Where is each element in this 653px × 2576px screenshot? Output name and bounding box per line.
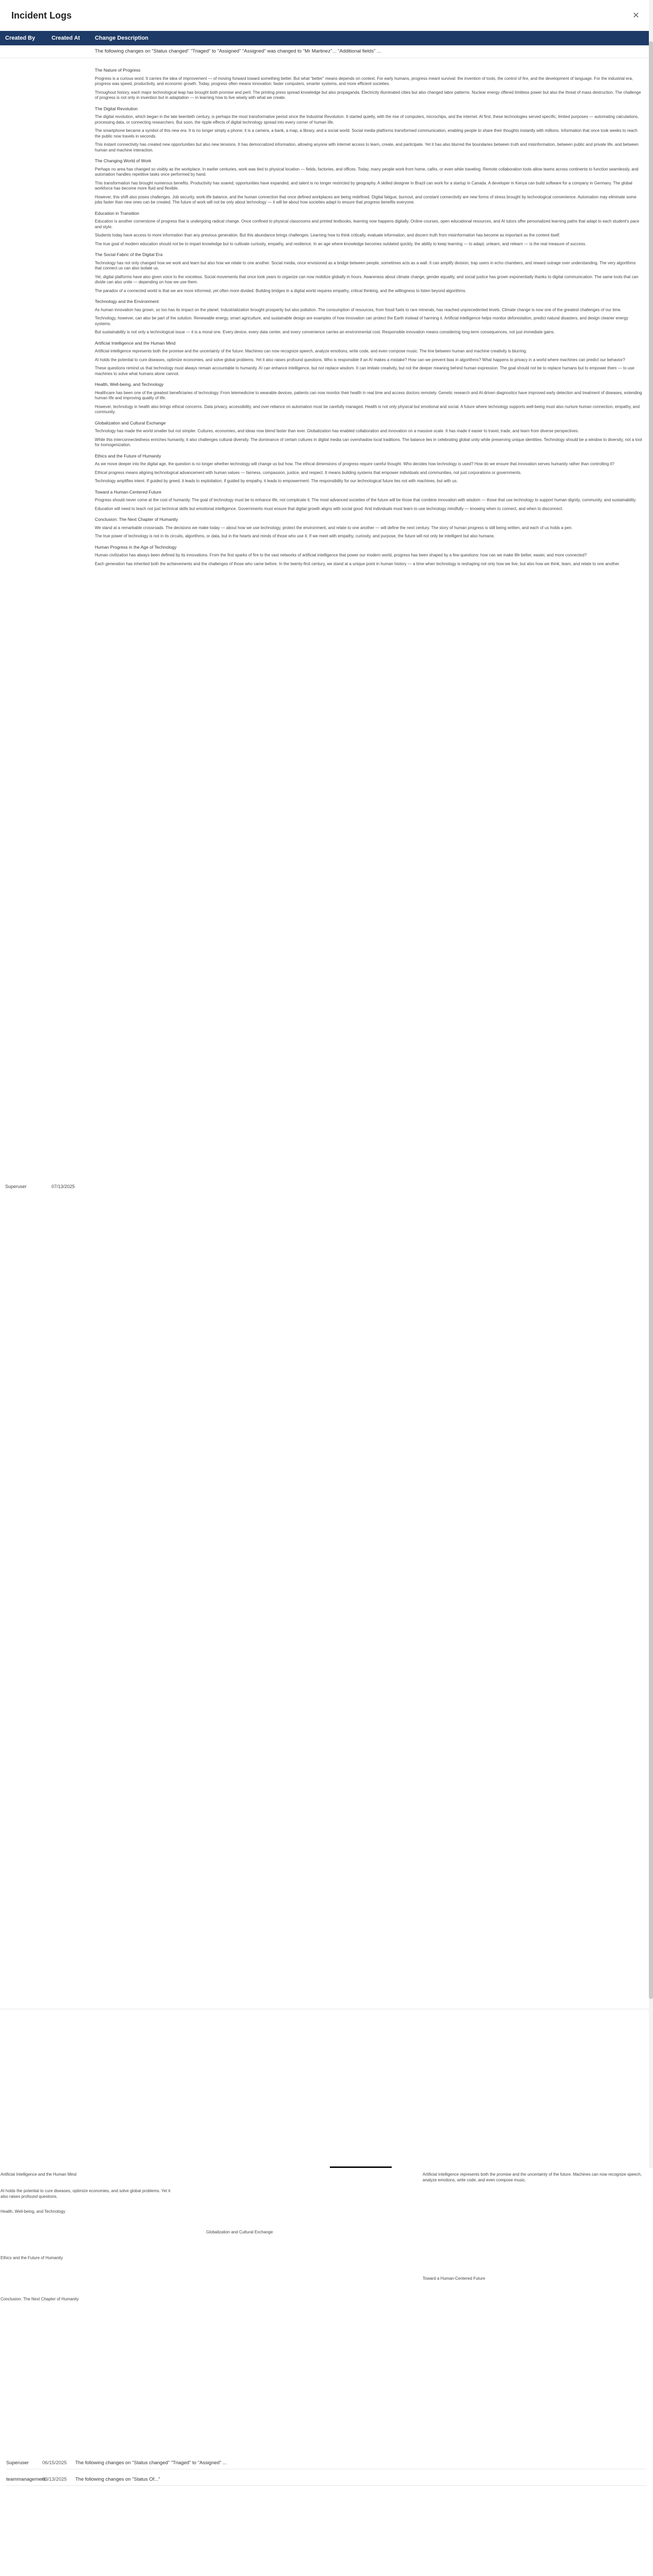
cell-created-at — [46, 58, 90, 2009]
section-heading: Technology and the Environment — [95, 299, 159, 304]
created-at-text: 07/13/2025 — [52, 1184, 75, 1189]
cell-created-by — [0, 45, 46, 58]
paragraph: Yet, digital platforms have also given voice to the voiceless. Social movements that once took years to organize can now mobilize globally in hours. Awareness about climate change, gender equality, and social justice has grown exponentially thanks to digital communication. The same tools that can divide can also unite — depending on how we use them. — [95, 274, 639, 284]
cell-change-description-long — [90, 58, 653, 2009]
cell-created-at: 03/13/2025 — [42, 2476, 67, 2482]
paragraph: Each generation has inherited both the achievements and the challenges of those who came before. In the twenty-first century, we stand at a unique point in human history — a time when technology is reshaping not only how we live, but also how we think, learn, and relate to one another. — [95, 561, 621, 566]
paragraph: As we move deeper into the digital age, the question is no longer whether technology will change us but how. The ethical dimensions of progress require careful thought. Who decides how technology is used? How do we ensure that innovation serves humanity rather than controlling it? — [95, 462, 615, 466]
cell-change-description: The following changes on "Status changed" "Triaged" to "Assigned" ... — [75, 2460, 227, 2466]
paragraph: Healthcare has been one of the greatest beneficiaries of technology. From telemedicine to wearable devices, patients can now monitor their health in real time and access doctors remotely. Genetic research and AI-driven diagnostics have improved early detection and treatment of diseases, extending human life and improving quality of life. — [95, 390, 642, 400]
section-heading: Conclusion: The Next Chapter of Humanity — [95, 517, 178, 522]
overflow-text-left: Artificial Intelligence and the Human Mind — [1, 2172, 171, 2178]
modal-scrollbar[interactable] — [649, 0, 653, 2168]
section-heading: The Social Fabric of the Digital Era — [95, 252, 163, 257]
paragraph: As human innovation has grown, so too has its impact on the planet. Industrialization brought prosperity but also pollution. The consumption of resources, from fossil fuels to rare minerals, has reached unprecedented levels. Climate change is now one of the greatest challenges of our time. — [95, 307, 622, 312]
overflow-text-mid: Globalization and Cultural Exchange — [206, 2230, 371, 2235]
paragraph: Throughout history, each major technological leap has brought both promise and peril. The printing press spread knowledge but also propaganda. Electricity illuminated cities but also changed labor patterns. Nuclear energy offered limitless power but also the threat of mass destruction. The challenge of progress is not only in invention but in adaptation — in learning how to live wisely with what we create. — [95, 90, 641, 100]
paragraph: While this interconnectedness enriches humanity, it also challenges cultural diversity. The dominance of certain cultures in digital media can overshadow local traditions. The balance lies in celebrating global unity while preserving unique identities. Technology should be a window to diversity, not a tool for homogenization. — [95, 437, 642, 447]
overflow-text-right: Toward a Human-Centered Future — [423, 2276, 644, 2282]
modal-scrollbar-thumb[interactable] — [649, 41, 653, 1999]
paragraph: Human civilization has always been defined by its innovations. From the first sparks of fire to the vast networks of artificial intelligence that power our modern world, progress has been shaped by a few questions: how can we make life better, easier, and more connected? — [95, 553, 587, 557]
paragraph: The paradox of a connected world is that we are more informed, yet often more divided. Building bridges in a digital world requires empathy, critical thinking, and the willingness to listen beyond algorithms. — [95, 288, 466, 293]
section-heading: Health, Well-being, and Technology — [95, 382, 164, 387]
paragraph: The smartphone became a symbol of this new era. It is no longer simply a phone; it is a camera, a bank, a map, a library, and a social world. Social media platforms transformed communication, enabling people to share their thoughts instantly with millions. Information that once took weeks to reach the public now travels in seconds. — [95, 128, 638, 139]
paragraph: Education will need to teach not just technical skills but emotional intelligence. Governments must ensure that digital growth aligns with social good. And individuals must learn to use technology mindfully — knowing when to connect, and when to disconnect. — [95, 506, 563, 511]
background-table — [0, 2168, 653, 2576]
cell-change-description: The following changes on "Status changed" "Triaged" to "Assigned" "Assigned" was changed to "Mr Martinez"... "Additional fields" ... — [95, 48, 381, 54]
paragraph: The digital revolution, which began in the late twentieth century, is perhaps the most transformative period since the Industrial Revolution. It started quietly, with the rise of computers, microchips, and the internet. At first, these technologies served specific, limited purposes — automating calculations, processing data, or connecting researchers. But soon, the ripple effects of digital technology spread into every corner of human life. — [95, 114, 639, 125]
paragraph: However, this shift also poses challenges. Job security, work-life balance, and the human connection that once defined workplaces are being redefined. Digital fatigue, burnout, and constant connectivity are new forms of stress brought by technological convenience. Automation may eliminate some jobs faster than new ones can be created. The future of work will not be only about technology — it will be about how societies adapt to ensure that progress benefits everyone. — [95, 194, 637, 205]
paragraph: Progress is a curious word. It carries the idea of improvement — of moving forward toward something better. But what “better” means depends on context. For early humans, progress meant survival: the invention of tools, the control of fire, and the development of language. For the industrial era, progress was speed, productivity, and economic growth. Today, progress often means innovation: faster computers, smarter systems, and more efficient societies. — [95, 76, 633, 86]
long-description — [95, 62, 643, 2005]
paragraph: But sustainability is not only a technological issue — it is a moral one. Every device, every data center, and every convenience carries an environmental cost. Responsible innovation means considering long-term consequences, not just immediate gains. — [95, 330, 555, 334]
cell-change-description: The following changes on "Status Of..." — [75, 2476, 160, 2482]
paragraph: Technology amplifies intent. If guided by greed, it leads to exploitation; if guided by empathy, it leads to empowerment. The responsibility for our technological future lies not with machines, but with us. — [95, 479, 458, 483]
cell-created-at: 06/15/2025 — [42, 2460, 67, 2466]
paragraph: Technology, however, can also be part of the solution. Renewable energy, smart agriculture, and sustainable design are examples of how innovation can protect the Earth instead of harming it. Artificial intelligence helps monitor deforestation, predict natural disasters, and design cleaner energy systems. — [95, 316, 628, 326]
paragraph: AI holds the potential to cure diseases, optimize economies, and solve global problems. Yet it also raises profound questions. Who is responsible if an AI makes a mistake? How can we prevent bias in algorithms? What happens to privacy in a world where machines can predict our behavior? — [95, 357, 625, 362]
header-created-by[interactable]: Created By — [5, 35, 36, 41]
overflow-text-left: Conclusion: The Next Chapter of Humanity — [1, 2297, 171, 2302]
header-created-at[interactable]: Created At — [52, 35, 80, 41]
overflow-text-left: Ethics and the Future of Humanity — [1, 2256, 171, 2261]
paragraph: This instant connectivity has created new opportunities but also new tensions. It has democratized information, allowing anyone with internet access to learn, create, and participate. Yet it has also blurred the boundaries between truth and misinformation, between public and private life, and between human and machine interaction. — [95, 142, 639, 152]
overflow-text-left: Health, Well-being, and Technology — [1, 2209, 171, 2215]
section-heading: Globalization and Cultural Exchange — [95, 420, 166, 426]
paragraph: Technology has not only changed how we work and learn but also how we relate to one another. Social media, once envisioned as a bridge between people, sometimes acts as a wall. It can amplify division, trap users in echo chambers, and reward outrage over understanding. The very algorithms that connect us can also isolate us. — [95, 260, 636, 270]
cell-created-at — [46, 45, 90, 58]
table-row[interactable] — [6, 2456, 647, 2469]
paragraph: We stand at a remarkable crossroads. The decisions we make today — about how we use technology, protect the environment, and relate to one another — will define the next century. The story of human progress is still being written, and each of us holds a pen. — [95, 525, 573, 530]
close-icon[interactable]: ✕ — [632, 11, 640, 20]
cell-created-by — [0, 58, 46, 2009]
paragraph: Education is another cornerstone of progress that is undergoing radical change. Once confined to physical classrooms and printed textbooks, learning now happens digitally. Online courses, open educational resources, and AI tutors offer personalized learning paths that adapt to each student’s pace and style. — [95, 219, 640, 229]
paragraph: Progress should never come at the cost of humanity. The goal of technology must be to enhance life, not complicate it. The most advanced societies of the future will be those that combine innovation with wisdom — those that use technology to support human dignity, community, and sustainability. — [95, 498, 637, 502]
header-change-description[interactable]: Change Description — [95, 35, 148, 41]
section-heading: Education in Transition — [95, 210, 139, 216]
section-heading: Human Progress in the Age of Technology — [95, 544, 177, 550]
cell-created-by: teammanagement — [6, 2476, 46, 2482]
section-heading: The Digital Revolution — [95, 106, 138, 111]
overflow-text-left: AI holds the potential to cure diseases, optimize economies, and solve global problems. Yet it also raises profound questions. — [1, 2189, 171, 2199]
modal-title: Incident Logs — [11, 10, 72, 21]
table-row[interactable] — [6, 2473, 647, 2486]
cell-created-by: Superuser — [6, 2460, 29, 2466]
paragraph: The true goal of modern education should not be to impart knowledge but to cultivate curiosity, empathy, and resilience. In an age where knowledge becomes outdated quickly, the ability to keep learning — to adapt, unlearn, and relearn — is the real measure of success. — [95, 241, 587, 246]
paragraph: However, technology in health also brings ethical concerns. Data privacy, accessibility, and over-reliance on automation must be carefully managed. Health is not only physical but emotional and social. A future where technology supports well-being must also nurture human connection, empathy, and community. — [95, 404, 640, 414]
table-header — [0, 31, 653, 45]
table-row[interactable] — [0, 45, 653, 58]
modal-header — [0, 0, 653, 31]
section-heading: The Nature of Progress — [95, 67, 141, 73]
paragraph: This transformation has brought numerous benefits. Productivity has soared; opportunities have expanded, and talent is no longer restricted by geography. A skilled designer in Brazil can work for a startup in Canada. A developer in Kenya can build software for a company in Germany. The global workforce has become more fluid and flexible. — [95, 180, 632, 191]
overflow-text-right: Artificial intelligence represents both the promise and the uncertainty of the future. Machines can now recognize speech, analyze emotions, write code, and even compose music. — [423, 2172, 644, 2183]
paragraph: Students today have access to more information than any previous generation. But this abundance brings challenges: Learning how to think critically, evaluate information, and discern truth from misinformation has become as important as the content itself. — [95, 233, 561, 238]
paragraph: Perhaps no area has changed so visibly as the workplace. In earlier centuries, work was tied to physical location — fields, factories, and offices. Today, many people work from home, cafés, or even while traveling. Remote collaboration tools allow teams across continents to function seamlessly, and automation handles repetitive tasks once performed by hand. — [95, 166, 639, 177]
table-body — [0, 45, 653, 2009]
section-heading: Toward a Human-Centered Future — [95, 489, 161, 495]
paragraph: Ethical progress means aligning technological advancement with human values — fairness, compassion, justice, and respect. It means building systems that empower individuals and communities, not just corporations or governments. — [95, 470, 522, 475]
created-by-text: Superuser — [5, 1184, 27, 1189]
table-row-expanded[interactable] — [0, 58, 653, 2009]
paragraph: Artificial intelligence represents both the promise and the uncertainty of the future. Machines can now recognize speech, analyze emotions, write code, and even compose music. The line between human and machine creativity is blurring. — [95, 349, 527, 353]
section-heading: The Changing World of Work — [95, 158, 152, 163]
paragraph: These questions remind us that technology must always remain accountable to humanity. AI can enhance intelligence, but not replace wisdom. It can imitate creativity, but not the deeper meaning behind human expression. The goal should not be to replace humans but to empower them — to use machines to solve what humans alone cannot. — [95, 366, 634, 376]
section-heading: Ethics and the Future of Humanity — [95, 453, 161, 459]
paragraph: The true power of technology is not in its circuits, algorithms, or data, but in the hearts and minds of those who use it. If we meet with empathy, curiosity, and purpose, the future will not only be intelligent but also humane. — [95, 534, 495, 538]
paragraph: Technology has made the world smaller but not simpler. Cultures, economies, and ideas now blend faster than ever. Globalization has enabled collaboration and innovation on a massive scale. It has made it easier to travel, trade, and learn from diverse perspectives. — [95, 429, 579, 433]
section-heading: Artificial Intelligence and the Human Mind — [95, 340, 176, 346]
